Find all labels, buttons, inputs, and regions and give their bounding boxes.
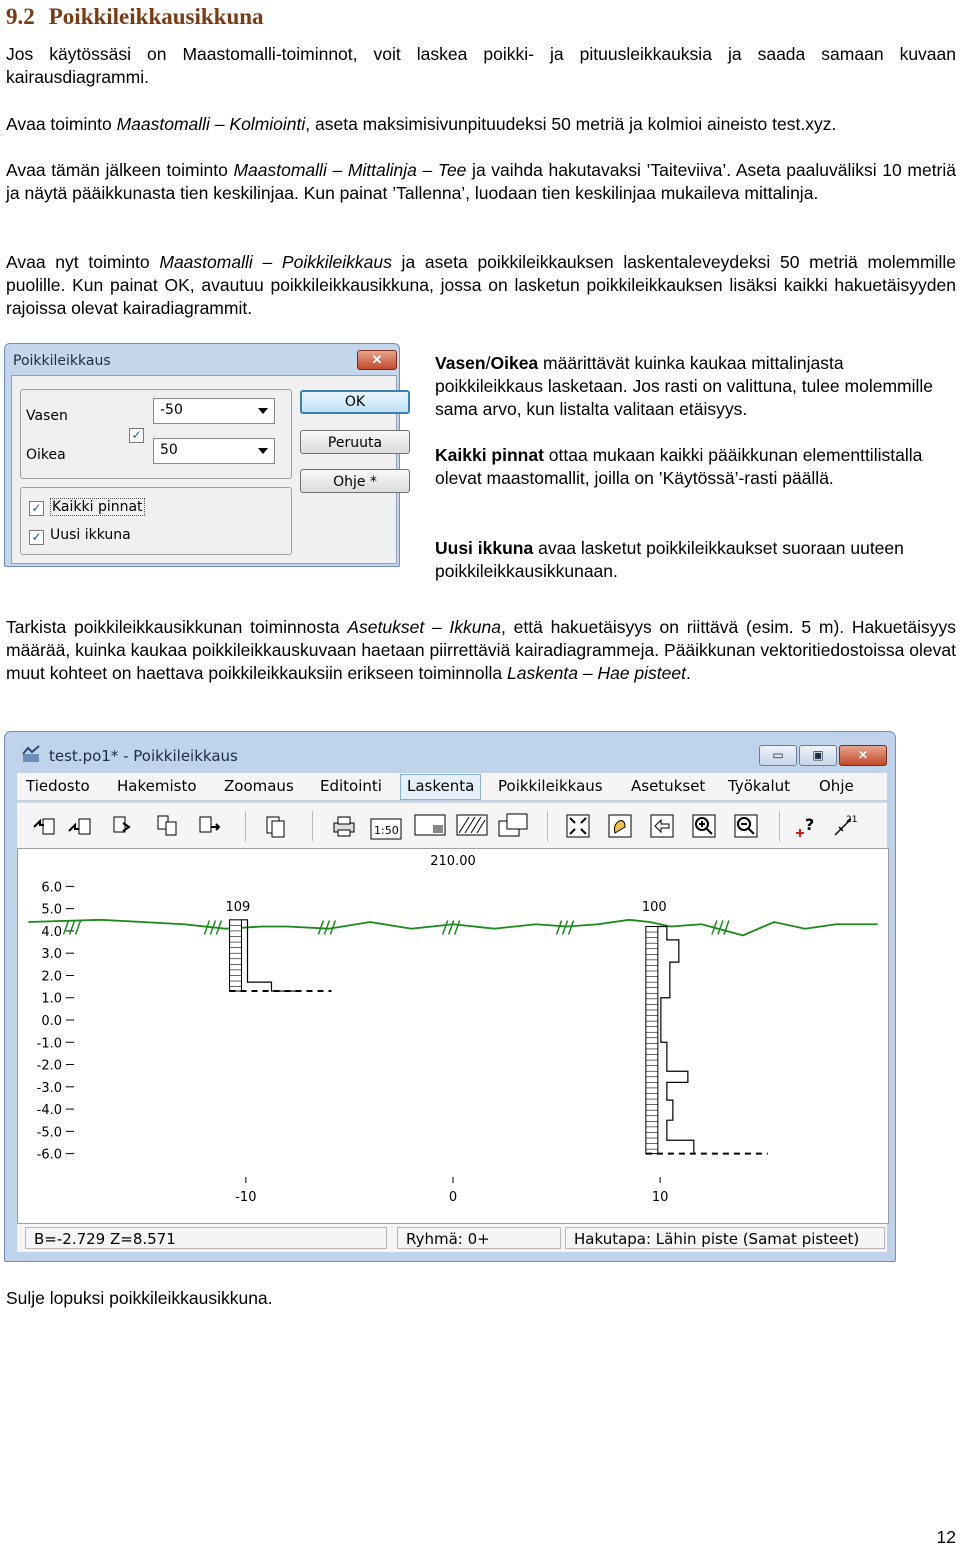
window-close-button[interactable]: ✕ [839,745,887,766]
cross-section-plot[interactable] [17,848,889,1224]
chevron-down-icon [258,408,268,414]
y-tick-label: 4.0 [41,924,62,940]
ground-hatch [724,920,729,934]
paragraph-intro: Jos käytössäsi on Maastomalli-toiminnot, voit laskea poikki- ja pituusleikkauksia ja saada samaan kuvaan kairausdiagrammi. [6,44,956,87]
paragraph-settings: Tarkista poikkileikkausikkunan toiminnosta Asetukset – Ikkuna, että hakuetäisyys on riittävä (esim. 5 m). Hakuetäisyys määrää, kuinka kaukaa poikkileikkauskuvaan haetaan piirrettäviä kairadiagrammeja. Pääikkunan vektoritiedostoissa olevat muut kohteet on haettava poikkileikkauksiin erikseen toiminnolla Laskenta – Hae pisteet. [6,617,956,683]
menu-bar [17,773,887,800]
paragraph-triangulation: Avaa toiminto Maastomalli – Kolmiointi, aseta maksimisivunpituudeksi 50 metriä ja kolmioi aineisto test.xyz. [6,114,837,134]
ground-hatch [569,920,574,934]
borehole-label: 109 [225,899,251,915]
hatch-pattern-icon[interactable] [455,811,489,839]
window-title: test.po1* - Poikkileikkaus [49,747,238,765]
dialog-title: Poikkileikkaus [13,353,111,369]
ground-hatch [324,920,329,934]
minimize-button[interactable]: ▭ [759,745,797,766]
side-note-new-window: Uusi ikkuna avaa lasketut poikkileikkaukset suoraan uuteen poikkileikkausikkunaan. [435,538,904,581]
ground-hatch [76,920,81,934]
menu-ohje[interactable]: Ohje [819,777,854,795]
status-coordinates: B=-2.729 Z=8.571 [25,1227,387,1249]
save-file-icon[interactable] [67,813,93,839]
new-window-checkbox[interactable]: ✓ [29,530,44,545]
y-tick-label: -4.0 [36,1103,62,1119]
copy-file-icon[interactable] [155,813,181,839]
y-tick-label: -1.0 [36,1036,62,1052]
y-tick-label: -5.0 [36,1125,62,1141]
ground-hatch [563,920,568,934]
help-button[interactable]: Ohje * [300,469,410,493]
toolbar [17,802,887,849]
paste-icon[interactable] [263,813,289,839]
borehole-label: 100 [641,899,667,915]
toolbar-separator [547,811,548,841]
section-number: 9.2 [6,4,35,29]
menu-tyokalut[interactable]: Työkalut [728,777,791,795]
y-tick-label: 3.0 [41,947,62,963]
all-surfaces-label: Kaikki pinnat [52,499,143,515]
page-number: 12 [936,1527,956,1547]
y-tick-label: 2.0 [41,969,62,985]
ok-button[interactable]: OK [300,390,410,414]
right-label: Oikea [26,447,66,463]
side-note-all-surfaces: Kaikki pinnat ottaa mukaan kaikki pääikkunan elementtilistalla olevat maastomallit, joilla on ’Käytössä’-rasti päällä. [435,445,923,488]
section-heading [6,4,264,30]
zoom-in-icon[interactable] [691,813,717,839]
menu-zoomaus[interactable]: Zoomaus [224,777,294,795]
x-tick-label: -10 [235,1190,257,1205]
y-tick-label: -3.0 [36,1080,62,1096]
menu-asetukset[interactable]: Asetukset [631,777,706,795]
print-scale-label: 1:50 [374,824,399,837]
zoom-out-icon[interactable] [733,813,759,839]
left-label: Vasen [26,408,68,424]
svg-text:21: 21 [846,815,857,825]
cross-section-chart [18,849,888,1223]
borehole-column [646,926,658,1153]
paragraph-cross-section: Avaa nyt toiminto Maastomalli – Poikkileikkaus ja aseta poikkileikkauksen laskentaleveydeksi 50 metriä molemmille puolille. Kun painat OK, avautuu poikkileikkausikkuna, jossa on lasketun poikkileikkauksen lisäksi kaikki hakuetäisyyden rajoissa olevat kairadiagrammit. [6,252,956,318]
x-tick-label: 10 [651,1190,669,1205]
back-arrow-icon[interactable] [649,813,675,839]
side-note-distances: Vasen/Oikea määrittävät kuinka kaukaa mittalinjasta poikkileikkaus lasketaan. Jos rasti on valittuna, tulee molemmille sama arvo, kun listalta valitaan etäisyys. [435,353,934,419]
menu-hakemisto[interactable]: Hakemisto [117,777,197,795]
x-tick-label: 0 [448,1190,458,1205]
zoom-extents-icon[interactable] [565,813,591,839]
all-surfaces-checkbox[interactable]: ✓ [29,501,44,516]
toolbar-separator [312,811,313,841]
same-distance-checkbox[interactable]: ✓ [129,428,144,443]
help-cursor-icon[interactable] [793,813,819,839]
cancel-button[interactable]: Peruuta [300,430,410,454]
ground-hatch [70,920,75,934]
ground-hatch [718,920,723,934]
toolbar-separator [245,811,246,841]
y-tick-label: 1.0 [41,991,62,1007]
y-tick-label: 0.0 [41,1014,62,1029]
dialog-close-button[interactable]: ✕ [357,350,397,370]
paragraph-measure-line: Avaa tämän jälkeen toiminto Maastomalli – Mittalinja – Tee ja vaihda hakutavaksi ’Taiteviiva’. Aseta paaluväliksi 10 metriä ja näytä pääikkunasta tien keskilinjaa. Kun painat ’Tallenna’, luodaan tien keskilinjaa mukaileva mittalinja. [6,160,957,203]
app-icon [21,744,41,764]
ground-hatch [64,920,69,934]
menu-tiedosto[interactable]: Tiedosto [26,777,90,795]
paragraph-close: Sulje lopuksi poikkileikkausikkuna. [6,1288,273,1308]
toolbar-separator [779,811,780,841]
chart-title: 210.00 [430,854,476,869]
export-file-icon[interactable] [111,813,137,839]
ground-hatch [557,920,562,934]
status-group: Ryhmä: 0+ [397,1227,561,1249]
y-tick-label: 6.0 [41,880,62,896]
maximize-button[interactable]: ▣ [799,745,837,766]
borehole-column [230,920,242,991]
import-file-icon[interactable] [197,813,223,839]
left-distance-combo[interactable]: -50 [153,398,275,424]
print-icon[interactable] [331,813,357,839]
borehole-resistance-curve [242,920,302,991]
print-scale-icon[interactable] [369,807,403,843]
section-title: Poikkileikkausikkuna [48,4,264,29]
dialog-client [11,375,397,564]
windows-icon[interactable] [497,811,531,839]
open-file-icon[interactable] [31,813,57,839]
status-search-mode: Hakutapa: Lähin piste (Samat pisteet) [565,1227,885,1249]
print-area-icon[interactable] [413,811,447,839]
y-tick-label: -6.0 [36,1147,62,1163]
chevron-down-icon [258,448,268,454]
menu-poikkileikkaus[interactable]: Poikkileikkaus [498,777,603,795]
new-window-label: Uusi ikkuna [50,527,131,543]
y-tick-label: 5.0 [41,902,62,918]
borehole-resistance-curve [658,926,694,1153]
cross-section-dialog [4,343,400,567]
status-bar [17,1224,887,1252]
measure-icon[interactable] [831,813,857,839]
ground-hatch [449,920,454,934]
right-distance-combo[interactable]: 50 [153,438,275,464]
svg-text:?: ? [805,815,815,834]
ground-hatch [443,920,448,934]
ground-hatch [455,920,460,934]
y-tick-label: -2.0 [36,1058,62,1074]
menu-laskenta[interactable]: Laskenta [400,774,481,800]
pan-hand-icon[interactable] [607,813,633,839]
menu-editointi[interactable]: Editointi [320,777,382,795]
cross-section-window [4,731,896,1262]
